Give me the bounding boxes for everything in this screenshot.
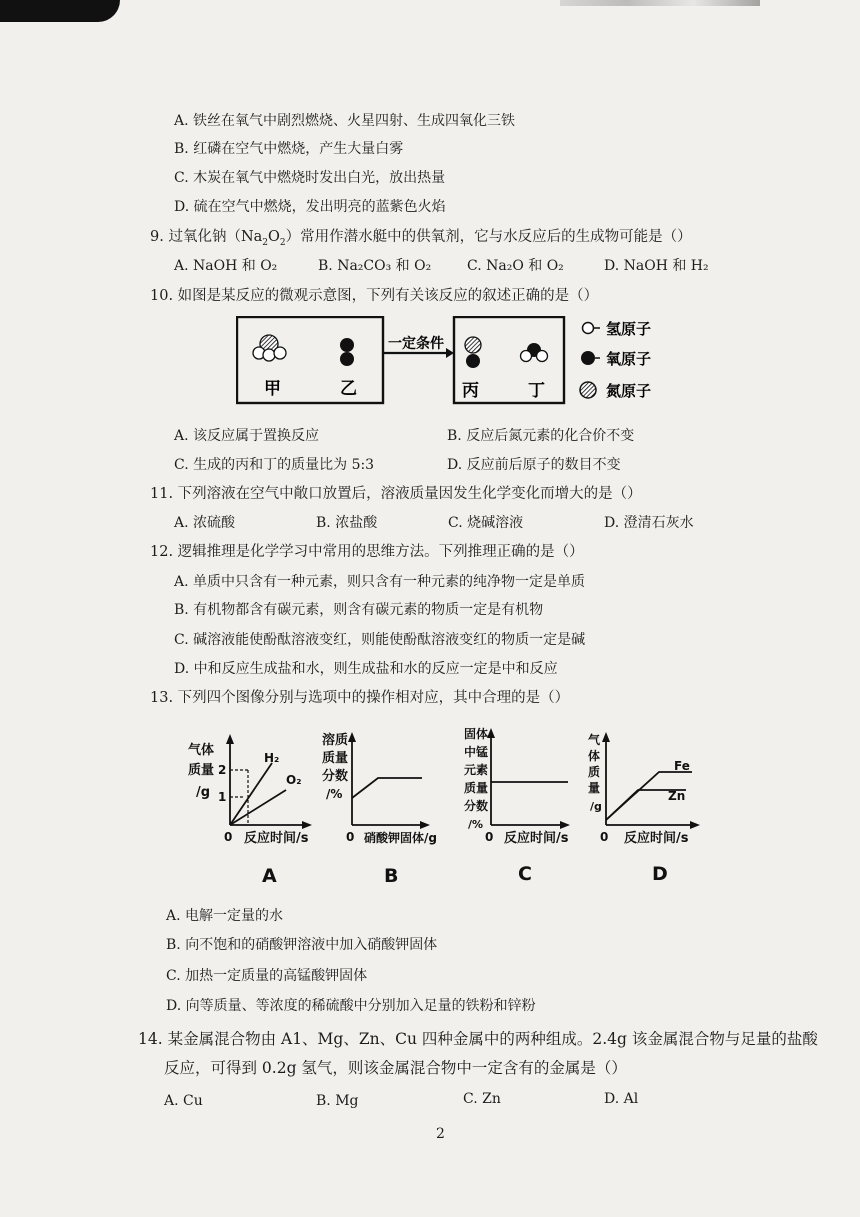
graph-d-ylabel-4: 量	[588, 781, 601, 795]
label-yi: 乙	[340, 379, 357, 399]
q12-option-a: A. 单质中只含有一种元素，则只含有一种元素的纯净物一定是单质	[174, 574, 586, 590]
molecule-ding	[521, 343, 548, 362]
graph-b	[322, 732, 437, 887]
q14-option-b: B. Mg	[316, 1093, 359, 1109]
graph-c-xlabel: 反应时间/s	[504, 831, 569, 846]
hydrogen-atom-icon	[583, 323, 594, 334]
scan-edge-mark	[560, 0, 760, 6]
graph-d-ylabel-3: 质	[588, 765, 601, 779]
graph-a-tick-2: 2	[218, 763, 227, 777]
q11-option-c: C. 烧碱溶液	[448, 515, 524, 531]
q14-stem-line1: 14. 某金属混合物由 A1、Mg、Zn、Cu 四种金属中的两种组成。2.4g 该金属混合物与足量的盐酸	[138, 1030, 818, 1048]
q13-graphs	[186, 720, 706, 890]
legend-oxygen: 氧原子	[606, 350, 652, 368]
graph-b-xlabel: 硝酸钾固体/g	[364, 831, 437, 845]
q12-option-d: D. 中和反应生成盐和水，则生成盐和水的反应一定是中和反应	[174, 661, 558, 677]
reactant-box	[237, 317, 383, 403]
graph-d-ylabel-5: /g	[590, 800, 602, 813]
label-jia: 甲	[264, 379, 281, 399]
graph-a-ylabel-3: /g	[196, 785, 211, 800]
q9-option-c: C. Na₂O 和 O₂	[467, 258, 564, 274]
q9-option-d: D. NaOH 和 H₂	[604, 258, 709, 274]
molecule-bing	[465, 337, 481, 368]
q11-option-b: B. 浓盐酸	[316, 515, 378, 531]
nitrogen-atom-icon	[580, 382, 596, 398]
q9-option-a: A. NaOH 和 O₂	[174, 258, 278, 274]
label-bing: 丙	[462, 381, 479, 401]
graph-d-letter: D	[652, 863, 668, 885]
q10-stem: 10. 如图是某反应的微观示意图，下列有关该反应的叙述正确的是（）	[150, 288, 599, 304]
molecule-jia	[253, 335, 286, 361]
q13-stem: 13. 下列四个图像分别与选项中的操作相对应，其中合理的是（）	[150, 690, 570, 706]
q12-stem: 12. 逻辑推理是化学学习中常用的思维方法。下列推理正确的是（）	[150, 544, 584, 560]
graph-c-origin: 0	[485, 830, 494, 844]
q13-option-b: B. 向不饱和的硝酸钾溶液中加入硝酸钾固体	[166, 937, 438, 953]
page-number: 2	[436, 1126, 445, 1142]
graph-c-ylabel-1: 固体	[464, 727, 489, 741]
label-ding: 丁	[528, 381, 545, 401]
graph-d-series-fe: Fe	[674, 759, 690, 773]
reaction-condition: 一定条件	[388, 336, 444, 352]
graph-b-ylabel-4: /%	[326, 787, 343, 801]
q12-option-c: C. 碱溶液能使酚酞溶液变红，则能使酚酞溶液变红的物质一定是碱	[174, 632, 586, 648]
q8-option-b: B. 红磷在空气中燃烧，产生大量白雾	[174, 141, 404, 157]
oxygen-atom-icon	[581, 351, 595, 365]
q10-option-a: A. 该反应属于置换反应	[174, 428, 320, 444]
graph-c-ylabel-6: /%	[468, 818, 484, 831]
graph-d-ylabel-2: 体	[588, 749, 601, 763]
graph-a-series-o2: O₂	[286, 773, 302, 787]
graph-b-ylabel-3: 分数	[322, 769, 349, 784]
graph-c-ylabel-2: 中锰	[464, 745, 489, 759]
atom-legend	[578, 316, 678, 408]
graph-d-ylabel-1: 气	[588, 733, 601, 747]
graph-d	[588, 732, 700, 885]
q11-option-a: A. 浓硫酸	[174, 515, 236, 531]
scan-shadow	[0, 0, 120, 22]
q13-option-c: C. 加热一定质量的高锰酸钾固体	[166, 968, 368, 984]
q12-option-b: B. 有机物都含有碳元素，则含有碳元素的物质一定是有机物	[174, 602, 544, 618]
q10-option-b: B. 反应后氮元素的化合价不变	[447, 428, 635, 444]
graph-a-origin: 0	[224, 830, 233, 844]
graph-c-ylabel-3: 元素	[464, 763, 489, 777]
legend-nitrogen: 氮原子	[606, 382, 652, 400]
q10-option-d: D. 反应前后原子的数目不变	[447, 457, 621, 473]
graph-b-ylabel-2: 质量	[322, 751, 349, 766]
graph-b-ylabel-1: 溶质	[322, 733, 349, 748]
q14-option-c: C. Zn	[463, 1091, 501, 1107]
graph-c-ylabel-4: 质量	[464, 781, 489, 795]
reaction-diagram	[236, 316, 566, 410]
q14-option-d: D. Al	[604, 1091, 639, 1107]
graph-a-series-h2: H₂	[264, 751, 280, 765]
graph-a	[188, 734, 312, 887]
graph-d-origin: 0	[600, 830, 609, 844]
graph-c-ylabel-5: 分数	[464, 799, 489, 813]
graph-b-origin: 0	[346, 830, 355, 844]
q10-option-c: C. 生成的丙和丁的质量比为 5:3	[174, 457, 375, 473]
graph-a-tick-1: 1	[218, 790, 227, 804]
q11-stem: 11. 下列溶液在空气中敞口放置后，溶液质量因发生化学变化而增大的是（）	[150, 486, 642, 502]
q14-option-a: A. Cu	[164, 1093, 203, 1109]
graph-d-series-zn: Zn	[668, 789, 686, 803]
graph-a-ylabel-1: 气体	[188, 743, 215, 758]
q13-option-a: A. 电解一定量的水	[166, 908, 284, 924]
q11-option-d: D. 澄清石灰水	[604, 515, 694, 531]
q9-stem: 9. 过氧化钠$(Na_2O_2)$常用作潜水艇中的供氧剂，它与水反应后的生成物可能是（）	[150, 229, 692, 248]
q14-stem-line2: 反应，可得到 0.2g 氢气，则该金属混合物中一定含有的金属是（）	[164, 1059, 627, 1077]
graph-a-ylabel-2: 质量	[188, 763, 215, 778]
graph-c-letter: C	[518, 863, 532, 885]
graph-c	[464, 726, 570, 885]
q8-option-c: C. 木炭在氧气中燃烧时发出白光，放出热量	[174, 170, 446, 186]
graph-a-xlabel: 反应时间/s	[244, 831, 309, 846]
q13-option-d: D. 向等质量、等浓度的稀硫酸中分别加入足量的铁粉和锌粉	[166, 998, 536, 1014]
legend-hydrogen: 氢原子	[606, 320, 652, 338]
q8-option-a: A. 铁丝在氧气中剧烈燃烧、火星四射、生成四氧化三铁	[174, 113, 516, 129]
graph-d-xlabel: 反应时间/s	[624, 831, 689, 846]
graph-a-letter: A	[262, 865, 277, 887]
q8-option-d: D. 硫在空气中燃烧，发出明亮的蓝紫色火焰	[174, 199, 446, 215]
molecule-yi	[340, 338, 354, 366]
graph-b-letter: B	[384, 865, 399, 887]
q9-option-b: B. Na₂CO₃ 和 O₂	[318, 258, 432, 274]
